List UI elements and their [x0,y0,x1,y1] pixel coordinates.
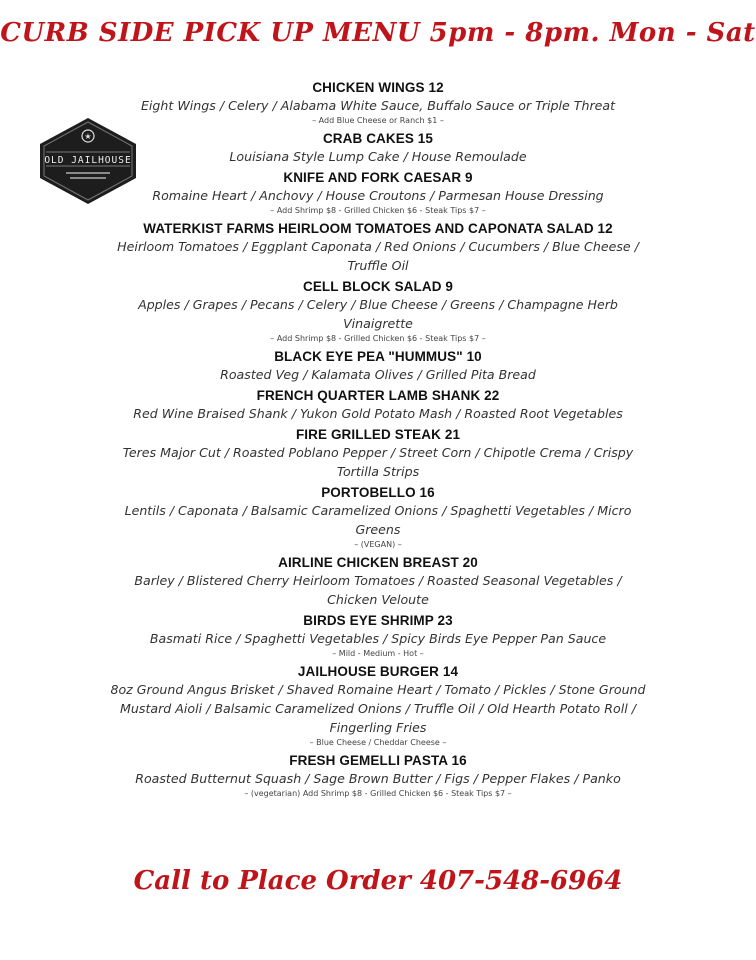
item-description: Eight Wings / Celery / Alabama White Sauce, Buffalo Sauce or Triple Threat [140,98,616,113]
item-description: Roasted Butternut Squash / Sage Brown Butter / Figs / Pepper Flakes / Panko [135,771,621,786]
item-description: Heirloom Tomatoes / Eggplant Caponata / Red Onions / Cucumbers / Blue Cheese / Truffle Oil [117,239,639,273]
menu-item-portobello [110,484,646,551]
item-name: PORTOBELLO 16 [321,485,435,500]
item-name: CELL BLOCK SALAD 9 [302,279,454,294]
menu-item-chicken-wings [110,79,646,127]
menu-item-lamb-shank [110,387,646,423]
menu-item-chicken-breast [110,554,646,609]
menu-item-crab-cakes [110,130,646,166]
item-description: Louisiana Style Lump Cake / House Remoulade [229,149,527,164]
item-name: FRENCH QUARTER LAMB SHANK 22 [256,388,500,403]
item-name: JAILHOUSE BURGER 14 [297,664,459,679]
item-name: FIRE GRILLED STEAK 21 [295,427,461,442]
item-description: 8oz Ground Angus Brisket / Shaved Romaine Heart / Tomato / Pickles / Stone Ground Mustard Aioli / Balsamic Caramelized Onions / Truffle Oil / Old Hearth Potato Roll / Fingerling Fries [110,682,646,735]
item-name: BLACK EYE PEA "HUMMUS" 10 [274,349,482,364]
item-description: Lentils / Caponata / Balsamic Caramelized Onions / Spaghetti Vegetables / Micro Greens [124,503,632,537]
menu-list [110,76,646,800]
item-note: – Add Shrimp $8 - Grilled Chicken $6 - Steak Tips $7 – [270,206,486,215]
menu-item-burger [110,663,646,749]
item-note: – (vegetarian) Add Shrimp $8 - Grilled Chicken $6 - Steak Tips $7 – [244,789,512,798]
menu-item-hummus [110,348,646,384]
item-note: – Mild - Medium - Hot – [332,649,424,658]
menu-item-steak [110,426,646,481]
menu-item-cell-block-salad [110,278,646,345]
item-description: Barley / Blistered Cherry Heirloom Tomatoes / Roasted Seasonal Vegetables / Chicken Veloute [134,573,622,607]
item-description: Roasted Veg / Kalamata Olives / Grilled Pita Bread [220,367,536,382]
item-note: – (VEGAN) – [354,540,402,549]
item-description: Romaine Heart / Anchovy / House Croutons / Parmesan House Dressing [152,188,604,203]
item-name: CRAB CAKES 15 [322,131,434,146]
item-description: Apples / Grapes / Pecans / Celery / Blue Cheese / Greens / Champagne Herb Vinaigrette [138,297,618,331]
item-description: Basmati Rice / Spaghetti Vegetables / Spicy Birds Eye Pepper Pan Sauce [149,631,607,646]
item-description: Red Wine Braised Shank / Yukon Gold Potato Mash / Roasted Root Vegetables [133,406,623,421]
item-name: BIRDS EYE SHRIMP 23 [303,613,453,628]
item-name: WATERKIST FARMS HEIRLOOM TOMATOES AND CAPONATA SALAD 12 [143,221,613,236]
item-name: KNIFE AND FORK CAESAR 9 [283,170,473,185]
menu-item-shrimp [110,612,646,660]
item-name: CHICKEN WINGS 12 [312,80,444,95]
item-note: – Add Shrimp $8 - Grilled Chicken $6 - Steak Tips $7 – [270,334,486,343]
menu-item-caesar [110,169,646,217]
menu-item-pasta [110,752,646,800]
svg-text:OLD JAILHOUSE: OLD JAILHOUSE [44,155,132,166]
svg-text:★: ★ [84,132,92,141]
item-name: AIRLINE CHICKEN BREAST 20 [278,555,478,570]
item-name: FRESH GEMELLI PASTA 16 [289,753,467,768]
item-description: Teres Major Cut / Roasted Poblano Pepper / Street Corn / Chipotle Crema / Crispy Tortilla Strips [122,445,634,479]
call-to-order: Call to Place Order 407-548-6964 [133,866,623,896]
menu-item-heirloom-salad [110,220,646,275]
item-note: – Blue Cheese / Cheddar Cheese – [309,738,447,747]
menu-title: CURB SIDE PICK UP MENU 5pm - 8pm. Mon - Sat [0,18,756,48]
item-note: – Add Blue Cheese or Ranch $1 – [312,116,444,125]
